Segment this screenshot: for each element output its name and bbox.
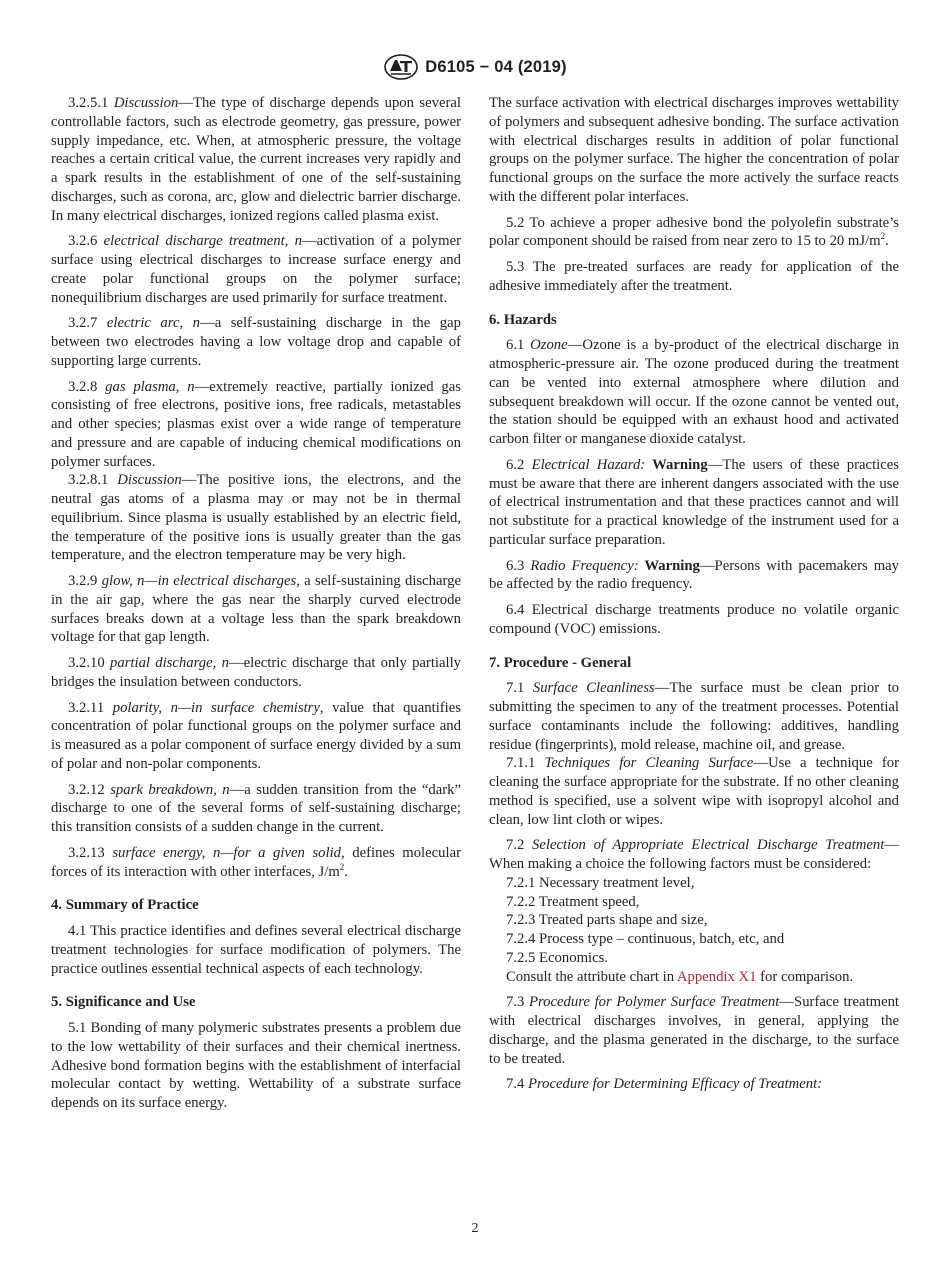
- consult-appendix-note: Consult the attribute chart in Appendix X1 for comparison.: [506, 968, 854, 985]
- para-6-1: 6.1 Ozone—Ozone is a by-product of the electrical discharge in atmospheric-pressure air. The ozone produced during the treatment can be vented into external atmosphere where dilution and subsequent breakdown will occur. If the ozone cannot be vented out, the station should be equipped with an exhaust hood and activated carbon filter or manganese dioxide catalyst.: [489, 337, 900, 447]
- para-5-2: 5.2 To achieve a proper adhesive bond the polyolefin substrate’s polar component should be raised from near zero to 15 to 20 $mJ/m^2$.: [489, 214, 899, 250]
- para-3-2-5-1: 3.2.5.1 Discussion—The type of discharge depends upon several controllable factors, such as electrode geometry, gas pressure, power supply impedance, etc. When, at atmospheric pressure, the voltage reaches a certain critical value, the current increases very rapidly and a spark results in the establishment of one of the self-sustaining discharges, such as corona, arc, glow and dielectric barrier discharge. In many electrical discharges, ionized regions called plasma exist.: [51, 95, 462, 224]
- para-5-1: 5.1 Bonding of many polymeric substrates presents a problem due to the low wettability of their surfaces and their chemical inertness. Adhesive bond formation begins with the establishment of interfacial molecular contact by wetting. Wettability of a substrate surface depends on its surface energy.: [51, 1020, 461, 1111]
- list-item: 7.2.3 Treated parts shape and size,: [506, 912, 708, 929]
- para-7-4: 7.4 Procedure for Determining Efficacy of Treatment:: [506, 1076, 823, 1093]
- para-3-2-10: 3.2.10 partial discharge, n—electric discharge that only partially bridges the insulation between conductors.: [51, 655, 462, 690]
- para-3-2-12: 3.2.12 spark breakdown, n—a sudden transition from the “dark” discharge to one of the several forms of self-sustaining discharge; this transition consists of a sudden change in the current.: [51, 781, 461, 835]
- left-column: [51, 94, 461, 1120]
- para-4-1: 4.1 This practice identifies and defines several electrical discharge treatment technologies for surface modification of polymers. The practice outlines essential technical aspects of each technology.: [51, 923, 461, 977]
- page-header: [0, 54, 950, 85]
- para-6-2: 6.2 Electrical Hazard: Warning—The users of these practices must be aware that there are inherent dangers associated with the use of electrical instrumentation and that these practices cannot and will not substitute for a practical knowledge of the instrument used for a particular surface preparation.: [489, 456, 899, 548]
- appendix-x1-link[interactable]: Appendix X1: [676, 968, 757, 985]
- astm-logo-icon: [383, 54, 419, 80]
- para-7-2: 7.2 Selection of Appropriate Electrical Discharge Treatment—When making a choice the following factors must be considered:: [489, 837, 899, 872]
- page-number: 2: [471, 1221, 479, 1236]
- para-3-2-6: 3.2.6 electrical discharge treatment, n—activation of a polymer surface using electrical discharges to increase surface energy and create polar functional groups on the polymer surface; nonequilibrium discharges are used primarily for surface treatment.: [51, 233, 461, 306]
- para-7-1-1: 7.1.1 Techniques for Cleaning Surface—Use a technique for cleaning the surface appropriate for the substrate. If no other cleaning method is specified, use a solvent wipe with isopropyl alcohol and clean, low lint cloth or wipes.: [489, 755, 899, 828]
- para-5-1-continued: The surface activation with electrical discharges improves wettability of polymers and subsequent adhesive bonding. The surface activation with electrical discharges results in addition of polar functional groups on the polymer surface. The higher the concentration of polar functional groups on the surface the more actively the surface reacts with the different polar interfaces.: [489, 95, 899, 205]
- section-heading-5: 5. Significance and Use: [51, 994, 196, 1011]
- para-3-2-7: 3.2.7 electric arc, n—a self-sustaining discharge in the gap between two electrodes having a low voltage drop and capable of supporting large currents.: [51, 315, 461, 369]
- list-item: 7.2.5 Economics.: [506, 949, 608, 966]
- para-3-2-8: 3.2.8 gas plasma, n—extremely reactive, partially ionized gas consisting of free electrons, positive ions, free radicals, metastables and other species; plasmas exist over a wide range of temperature and pressure and are capable of inducing chemical modifications on polymer surfaces.: [51, 378, 461, 470]
- para-6-4: 6.4 Electrical discharge treatments produce no volatile organic compound (VOC) emissions.: [489, 602, 899, 637]
- para-3-2-11: 3.2.11 polarity, n—in surface chemistry, value that quantifies concentration of polar functional groups on the polymer surface and is measured as a polar component of surface energy divided by a sum of polar and non-polar components.: [51, 699, 461, 772]
- para-5-3: 5.3 The pre-treated surfaces are ready for application of the adhesive immediately after the treatment.: [489, 259, 899, 294]
- para-7-1: 7.1 Surface Cleanliness—The surface must be clean prior to submitting the specimen to any of the treatment processes. Potential surface contaminants include the following: additives, handling residue (fingerprints), mold release, machine oil, and grease.: [489, 680, 900, 753]
- right-column: [489, 94, 899, 1101]
- para-6-3: 6.3 Radio Frequency: Warning—Persons with pacemakers may be affected by the radio frequency.: [489, 557, 899, 593]
- list-item: 7.2.1 Necessary treatment level,: [506, 874, 695, 891]
- list-item: 7.2.2 Treatment speed,: [506, 893, 640, 910]
- list-item: 7.2.4 Process type – continuous, batch, etc, and: [506, 931, 785, 947]
- para-7-3: 7.3 Procedure for Polymer Surface Treatment—Surface treatment with electrical discharges involves, in general, applying the discharge, and the plasma generated in the discharge, to the surface to be treated.: [489, 994, 900, 1067]
- para-3-2-13: 3.2.13 surface energy, n—for a given solid, defines molecular forces of its interaction with other interfaces, $J/m^2$.: [51, 844, 461, 880]
- section-heading-6: 6. Hazards: [489, 311, 557, 328]
- document-designation: D6105 − 04 (2019): [425, 57, 567, 76]
- para-3-2-9: 3.2.9 glow, n—in electrical discharges, a self-sustaining discharge in the air gap, where the gas near the sharply curved electrode surfaces breaks down at a voltage less than the spark breakdown voltage for that gap length.: [51, 573, 462, 646]
- section-heading-7: 7. Procedure - General: [489, 654, 632, 671]
- section-heading-4: 4. Summary of Practice: [51, 897, 199, 914]
- para-3-2-8-1: 3.2.8.1 Discussion—The positive ions, the electrons, and the neutral gas atoms of a plasma may or may not be in thermal equilibrium. Since plasma is usually established by an electric field, the temperature of the positive ions is usually greater than the gas temperature, and the electron temperature may be very high.: [51, 472, 462, 564]
